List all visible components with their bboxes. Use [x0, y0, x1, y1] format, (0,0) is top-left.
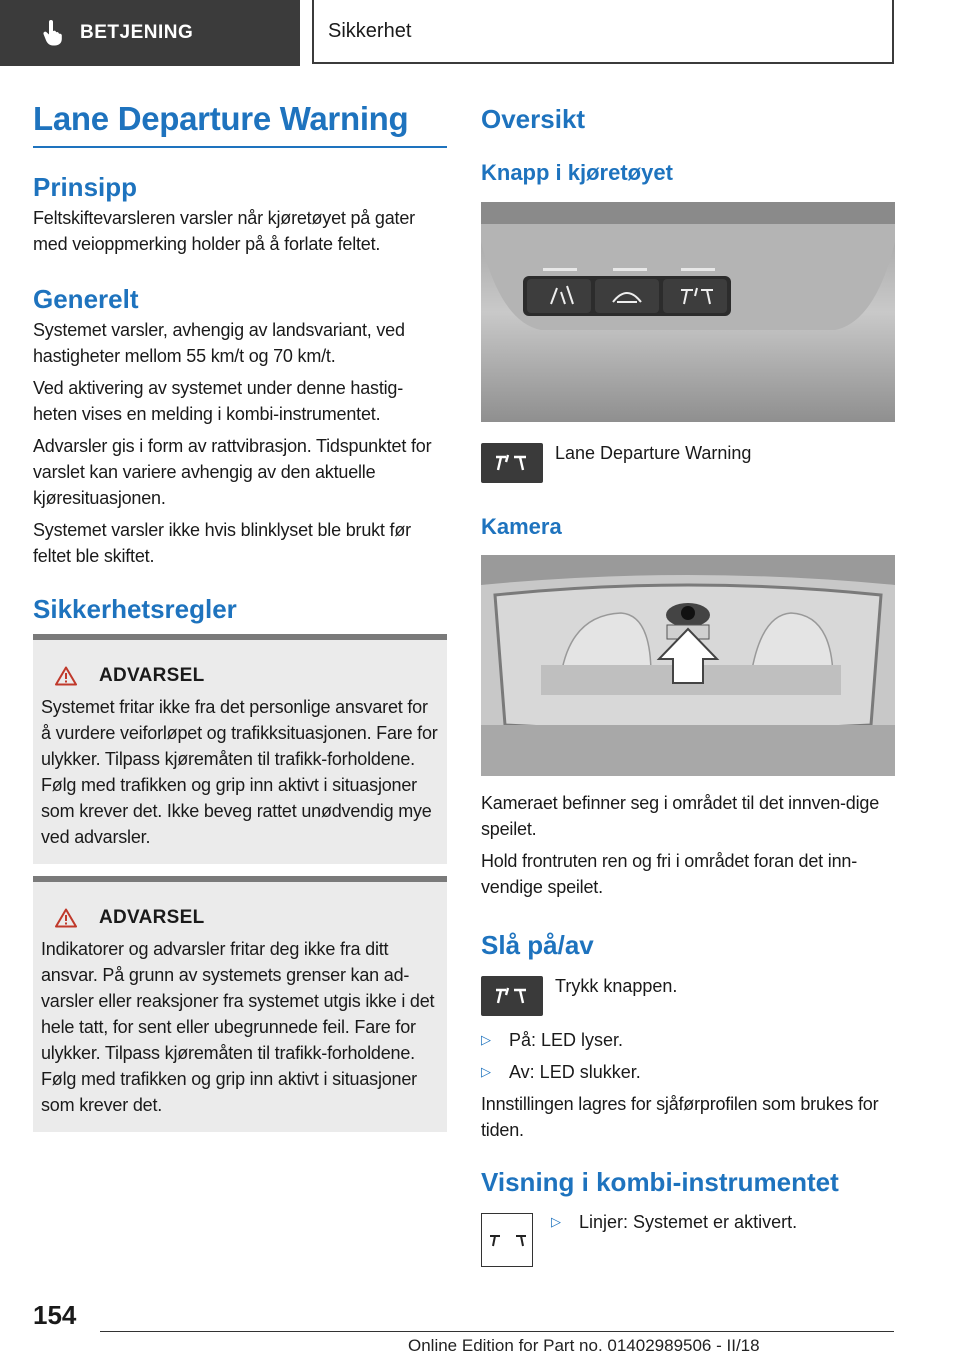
kamera-text — [481, 790, 895, 900]
prinsipp-heading: Prinsipp — [33, 172, 138, 202]
kamera-heading: Kamera — [481, 514, 562, 539]
button-caption: Lane Departure Warning — [555, 443, 752, 463]
list-item — [551, 1209, 797, 1235]
button-panel-photo — [481, 202, 895, 422]
warning-triangle-icon — [55, 666, 77, 686]
kamera-paragraph: Kameraet befinner seg i området til det innven‐dige speilet. — [481, 793, 880, 839]
topic-label: Sikkerhet — [328, 19, 412, 42]
section-label: BETJENING — [80, 22, 194, 43]
topic-header — [312, 0, 894, 64]
list-item-text: Av: LED slukker. — [509, 1062, 641, 1082]
generelt-heading: Generelt — [33, 284, 139, 314]
hand-pointer-icon — [42, 20, 64, 46]
oversikt-heading: Oversikt — [481, 104, 586, 134]
edition-note: Online Edition for Part no. 01402989506 - II/18 — [408, 1336, 760, 1355]
warning-box — [33, 634, 447, 864]
generelt-paragraph: Systemet varsler, avhengig av landsvariant, ved hastigheter mellom 55 km/t og 70 km/t. — [33, 320, 405, 366]
generelt-paragraph: Systemet varsler ikke hvis blinklyset ble brukt før feltet ble skiftet. — [33, 520, 411, 566]
windshield-camera-illustration — [481, 555, 895, 776]
triangle-bullet-icon: ▷ — [481, 1064, 491, 1079]
kamera-paragraph: Hold frontruten ren og fri i området foran det inn‐vendige speilet. — [481, 851, 858, 897]
sla-note: Innstillingen lagres for sjåførprofilen som brukes for tiden. — [481, 1094, 879, 1140]
warning-label: ADVARSEL — [99, 665, 205, 686]
warning-text: Indikatorer og advarsler fritar deg ikke fra ditt ansvar. På grunn av systemets grenser kan ad‐varsler eller reaksjoner fra systemet utgis ikke i det hele tatt, for sent eller ubegrunnede feil. Fare for ulykker. Tilpass kjøremåten til trafikk‐forholdene. Følg med trafikken og grip inn aktivt i situasjoner som krever det. — [41, 939, 435, 1115]
visning-heading: Visning i kombi-instrumentet — [481, 1167, 839, 1197]
prinsipp-text: Feltskiftevarsleren varsler når kjøretøyet på gater med veioppmerking holder på å forlate feltet. — [33, 208, 415, 254]
sla-list — [481, 1027, 895, 1143]
list-item-text: På: LED lyser. — [509, 1030, 624, 1050]
warning-header — [55, 662, 439, 690]
warning-header — [55, 904, 439, 932]
knapp-heading: Knapp i kjøretøyet — [481, 160, 673, 185]
generelt-paragraph: Advarsler gis i form av rattvibrasjon. Tidspunktet for varslet kan variere avhengig av den aktuelle kjøresituasjonen. — [33, 436, 432, 508]
generelt-section — [33, 284, 447, 569]
warning-label: ADVARSEL — [99, 907, 205, 928]
triangle-bullet-icon: ▷ — [481, 1032, 491, 1047]
section-tab — [0, 0, 300, 66]
warning-text: Systemet fritar ikke fra det personlige ansvaret for å vurdere veiforløpet og trafikksituasjonen. Fare for ulykker. Tilpass kjøremåten til trafikk‐forholdene. Følg med trafikken og grip inn aktivt i situasjoner som krever det. Ikke beveg rattet unødvendig mye ved advarsler. — [41, 697, 438, 847]
footer-rule — [100, 1331, 894, 1332]
generelt-paragraph: Ved aktivering av systemet under denne hastig‐heten vises en melding i kombi-instrumentet. — [33, 378, 404, 424]
button-panel-illustration — [481, 202, 895, 422]
warning-triangle-icon — [55, 908, 77, 928]
title-underline — [33, 146, 447, 148]
page-number: 154 — [33, 1300, 77, 1330]
page-title: Lane Departure Warning — [33, 100, 409, 137]
lane-departure-button-icon — [481, 443, 543, 483]
triangle-bullet-icon: ▷ — [551, 1214, 561, 1229]
list-item — [481, 1059, 895, 1085]
sla-instruction: Trykk knappen. — [555, 976, 678, 996]
list-item-text: Linjer: Systemet er aktivert. — [579, 1212, 798, 1232]
sla-heading: Slå på/av — [481, 930, 594, 960]
prinsipp-section — [33, 172, 447, 257]
camera-photo — [481, 555, 895, 776]
warning-box — [33, 876, 447, 1132]
lane-lines-display-icon — [481, 1213, 533, 1267]
list-item — [481, 1027, 895, 1053]
lane-departure-button-icon — [481, 976, 543, 1016]
sikkerhetsregler-heading: Sikkerhetsregler — [33, 594, 237, 624]
